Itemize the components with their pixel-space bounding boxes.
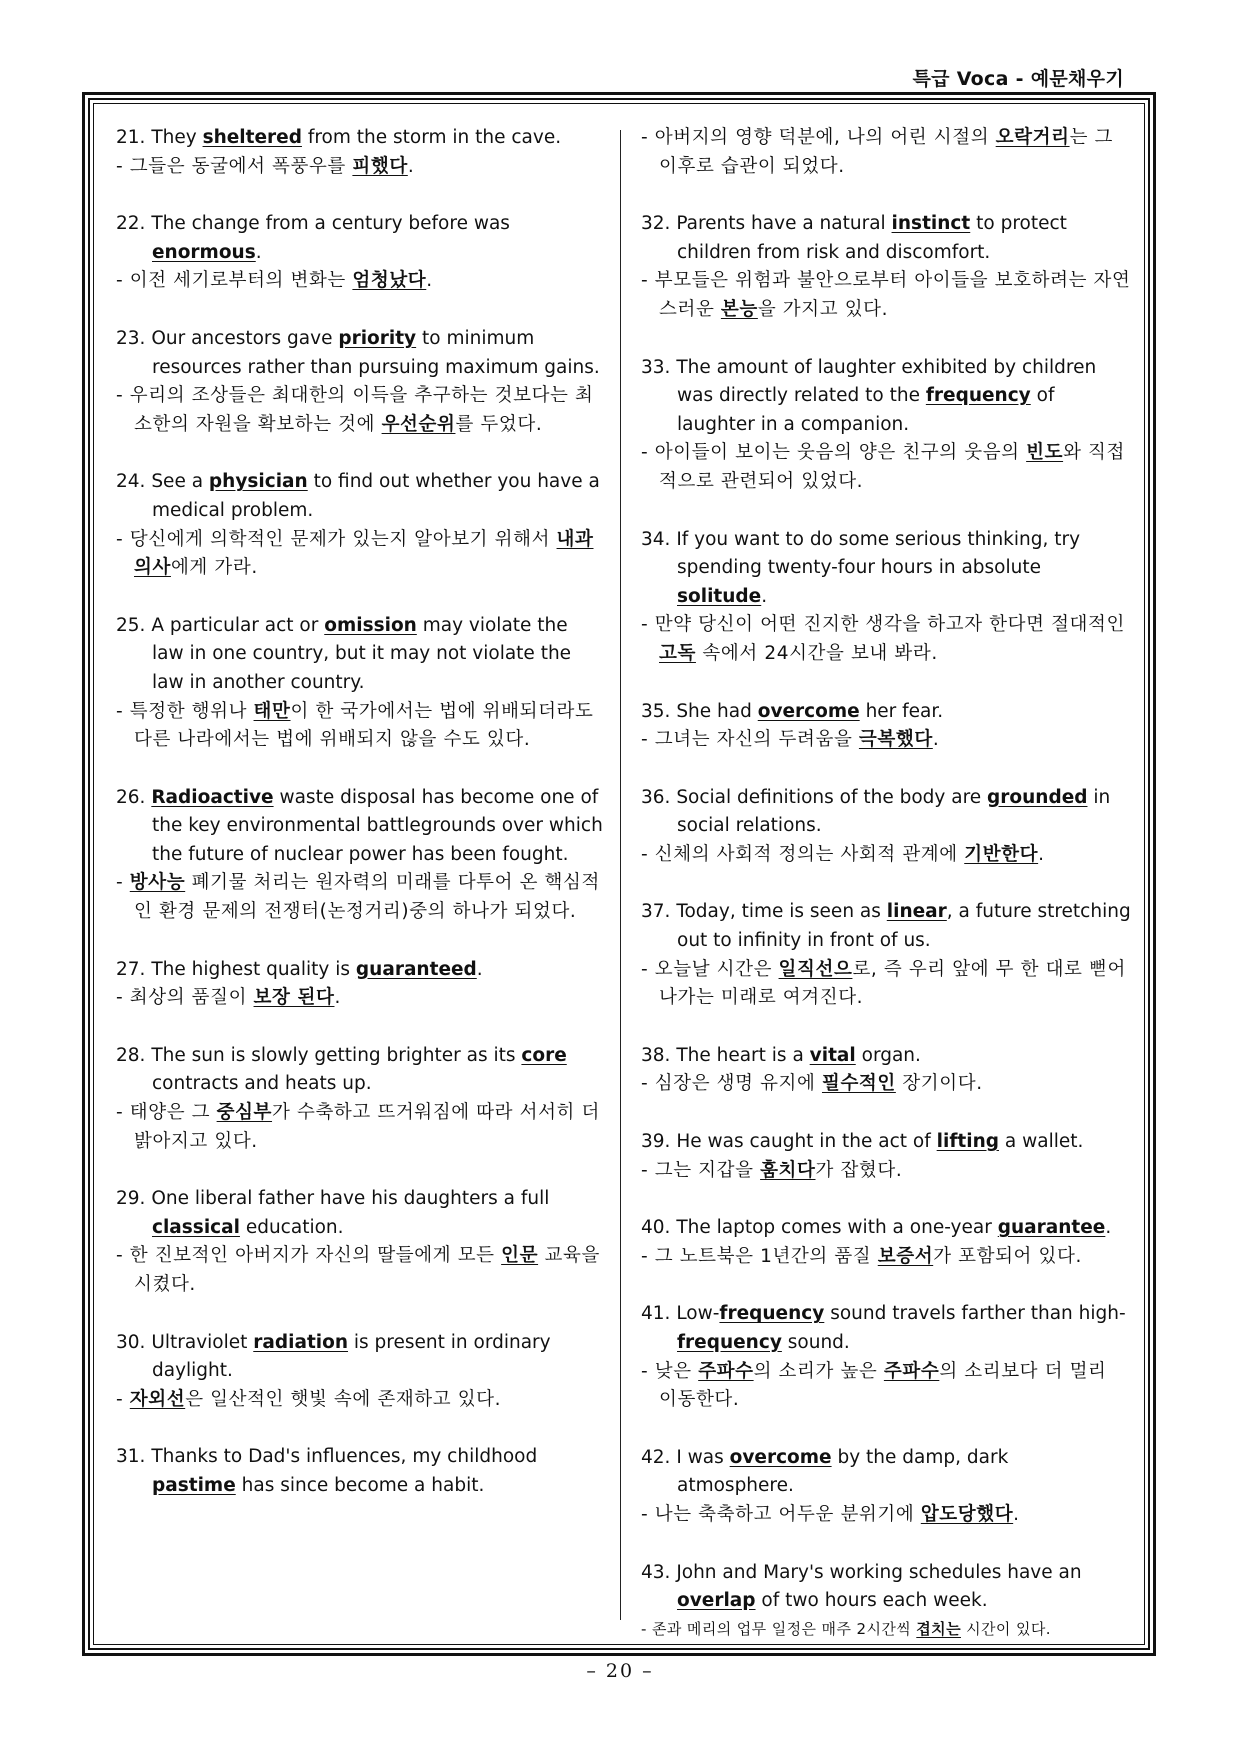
translation-text: . <box>932 729 940 751</box>
entry-number: 28. <box>116 1044 146 1066</box>
entry-number: 21. <box>116 127 146 148</box>
translation-text: - 이전 세기로부터의 변화는 <box>116 270 353 292</box>
entry-number: 33. <box>641 356 671 378</box>
english-sentence <box>641 898 1131 955</box>
translation-text: . <box>1013 1503 1020 1525</box>
keyword-translation: 우선순위 <box>381 413 456 435</box>
translation-text: . <box>1038 843 1045 865</box>
english-sentence <box>641 698 1131 727</box>
sentence-text: to minimum resources rather than pursuing maximum gains. <box>152 327 600 378</box>
keyword-translation: 주파수 <box>883 1360 940 1382</box>
translation-text: - 당신에게 의학적인 문제가 있는지 알아보기 위해서 <box>116 528 557 550</box>
english-sentence <box>116 1329 604 1386</box>
sentence-text: . <box>761 585 768 607</box>
vocab-entry <box>116 612 604 755</box>
keyword: core <box>521 1044 567 1066</box>
keyword: omission <box>324 614 417 636</box>
korean-translation <box>116 1099 604 1156</box>
keyword: sheltered <box>202 127 302 148</box>
entry-number: 42. <box>641 1446 671 1468</box>
vocab-entry <box>116 1443 604 1500</box>
translation-text: - 그들은 동굴에서 폭풍우를 <box>116 155 353 177</box>
translation-text: 는 그 이후로 습관이 되었다. <box>659 127 1113 177</box>
korean-translation <box>641 1501 1131 1530</box>
keyword-translation: 고독 <box>659 642 696 664</box>
vocab-entry <box>116 325 604 439</box>
translation-text: - 존과 메리의 업무 일정은 매주 2시간씩 <box>641 1619 917 1638</box>
translation-text: 시간이 있다. <box>960 1619 1051 1638</box>
keyword-translation: 엄청났다 <box>352 270 427 292</box>
korean-translation <box>116 526 604 583</box>
vocab-entry <box>641 1042 1131 1099</box>
keyword: vital <box>809 1044 856 1066</box>
sentence-text: contracts and heats up. <box>152 1073 372 1095</box>
keyword: overcome <box>757 700 860 722</box>
keyword-translation: 압도당했다 <box>920 1503 1014 1525</box>
english-sentence <box>116 210 604 267</box>
keyword: pastime <box>152 1474 236 1496</box>
translation-text: 와 직접적으로 관련되어 있었다. <box>659 442 1125 492</box>
vocab-entry <box>641 1214 1131 1271</box>
korean-translation <box>116 382 604 439</box>
translation-text: 의 소리가 높은 <box>753 1360 884 1382</box>
column-divider <box>620 130 621 1620</box>
korean-translation <box>116 698 604 755</box>
translation-text: 속에서 24시간을 보내 봐라. <box>695 642 938 664</box>
translation-text: 의 소리보다 더 멀리 이동한다. <box>659 1360 1107 1411</box>
keyword: frequency <box>719 1303 825 1325</box>
korean-translation <box>116 267 604 296</box>
keyword-translation: 보증서 <box>877 1245 934 1267</box>
keyword-translation: 오락거리 <box>995 127 1070 148</box>
vocab-entry <box>641 698 1131 755</box>
keyword: frequency <box>925 385 1031 407</box>
translation-text: - 태양은 그 <box>116 1102 217 1124</box>
entry-number: 38. <box>641 1044 671 1066</box>
keyword: linear <box>886 901 947 923</box>
vocab-entry <box>641 1300 1131 1414</box>
sentence-text: of laughter in a companion. <box>677 385 1055 435</box>
english-sentence <box>641 1214 1131 1243</box>
entry-number: 31. <box>116 1446 146 1468</box>
translation-text: - <box>116 872 130 894</box>
sentence-text: waste disposal has become one of the key environmental battlegrounds over which the future of nuclear power has been fought. <box>152 786 603 865</box>
keyword-translation: 내과 의사 <box>134 528 594 579</box>
entry-number: 35. <box>641 700 671 722</box>
sentence-text: If you want to do some serious thinking, try spending twenty-four hours in absolute <box>676 528 1081 579</box>
vocab-entry <box>116 1185 604 1299</box>
translation-text: 은 일산적인 햇빛 속에 존재하고 있다. <box>185 1388 502 1410</box>
korean-translation <box>641 956 1131 1013</box>
translation-text: 가 포함되어 있다. <box>933 1245 1082 1267</box>
korean-translation <box>641 841 1131 870</box>
translation-text: . <box>334 987 341 1009</box>
sentence-text: Social definitions of the body are <box>676 786 988 808</box>
vocab-entry <box>116 468 604 582</box>
keyword: solitude <box>677 585 762 607</box>
vocab-entry <box>641 898 1131 1012</box>
korean-translation <box>641 1616 1131 1642</box>
vocab-entry <box>641 354 1131 497</box>
translation-text: 를 두었다. <box>455 413 543 435</box>
english-sentence <box>116 1185 604 1242</box>
translation-text: 장기이다. <box>895 1073 983 1095</box>
sentence-text: organ. <box>855 1044 921 1066</box>
english-sentence <box>116 612 604 698</box>
keyword-translation: 피했다 <box>352 155 408 177</box>
keyword: overlap <box>677 1590 756 1612</box>
korean-translation <box>641 726 1131 755</box>
vocab-entry <box>641 210 1131 324</box>
keyword-translation: 필수적인 <box>821 1073 896 1095</box>
translation-text: - 그녀는 자신의 두려움을 <box>641 729 859 751</box>
keyword-translation: 훔치다 <box>760 1159 816 1181</box>
korean-translation <box>116 153 604 182</box>
entry-number: 39. <box>641 1131 671 1153</box>
keyword-translation: 극복했다 <box>858 729 933 751</box>
keyword: overcome <box>729 1446 832 1468</box>
sentence-text: a wallet. <box>999 1131 1084 1153</box>
sentence-text: I was <box>676 1446 730 1468</box>
page-header-title: 특급 Voca - 예문채우기 <box>912 68 1124 90</box>
keyword-translation: 일직선으 <box>778 958 853 980</box>
entry-number: 22. <box>116 213 146 235</box>
sentence-text: . <box>476 958 483 980</box>
entry-number: 41. <box>641 1303 671 1325</box>
entry-number: 36. <box>641 786 671 808</box>
translation-text: 을 가지고 있다. <box>757 298 889 320</box>
keyword-translation: 빈도 <box>1026 442 1064 464</box>
sentence-text: The laptop comes with a one-year <box>676 1217 998 1239</box>
vocab-entry <box>116 124 604 181</box>
left-column <box>116 124 604 1530</box>
keyword-translation: 겹치는 <box>916 1619 961 1638</box>
translation-text: - 심장은 생명 유지에 <box>641 1073 822 1095</box>
keyword-translation: 보장 된다 <box>253 987 335 1009</box>
english-sentence <box>641 1128 1131 1157</box>
korean-translation <box>641 1070 1131 1099</box>
korean-translation <box>641 1157 1131 1186</box>
entry-number: 29. <box>116 1188 146 1210</box>
sentence-text: Our ancestors gave <box>151 327 339 349</box>
vocab-entry <box>116 784 604 927</box>
translation-text: 가 잡혔다. <box>815 1159 903 1181</box>
keyword: radiation <box>253 1331 349 1353</box>
sentence-text: The sun is slowly getting brighter as its <box>151 1044 522 1066</box>
entry-number: 43. <box>641 1561 671 1583</box>
translation-text: - 나는 축축하고 어두운 분위기에 <box>641 1503 921 1525</box>
translation-text: - 특정한 행위나 <box>116 700 254 722</box>
keyword-translation: 인문 <box>501 1245 539 1267</box>
sentence-text: Parents have a natural <box>676 213 892 235</box>
sentence-text: They <box>151 127 203 148</box>
sentence-text: John and Mary's working schedules have an <box>676 1561 1082 1583</box>
korean-translation <box>641 611 1131 668</box>
translation-text: - 오늘날 시간은 <box>641 958 779 980</box>
keyword-translation: 방사능 <box>129 872 186 894</box>
sentence-text: . <box>255 241 262 263</box>
english-sentence <box>641 1042 1131 1071</box>
entry-number: 24. <box>116 471 146 493</box>
keyword: frequency <box>677 1332 782 1353</box>
keyword-translation: 기반한다 <box>964 843 1039 865</box>
sentence-text: has since become a habit. <box>235 1474 485 1496</box>
entry-number: 25. <box>116 614 146 636</box>
english-sentence <box>116 1042 604 1099</box>
page-number: – 20 – <box>586 1660 654 1682</box>
sentence-text: education. <box>239 1216 344 1238</box>
english-sentence <box>641 210 1131 267</box>
keyword-translation: 자외선 <box>129 1388 186 1410</box>
sentence-text: may violate the law in one country, but it may not violate the law in another country. <box>152 614 572 693</box>
keyword-translation: 본능 <box>720 298 758 320</box>
english-sentence <box>116 124 604 153</box>
sentence-text: to protect children from risk and discomfort. <box>677 213 1067 263</box>
vocab-entry <box>116 956 604 1013</box>
keyword: guaranteed <box>355 958 477 980</box>
keyword: guarantee <box>997 1217 1106 1239</box>
sentence-text: her fear. <box>859 700 944 722</box>
english-sentence <box>116 325 604 382</box>
translation-text: - 낮은 <box>641 1360 699 1382</box>
translation-text: 로, 즉 우리 앞에 무 한 대로 뻗어 나가는 미래로 여겨진다. <box>659 958 1126 1009</box>
sentence-text: The heart is a <box>676 1044 810 1066</box>
vocab-entry <box>641 1128 1131 1185</box>
keyword: enormous <box>152 241 256 263</box>
vocab-entry <box>641 784 1131 870</box>
korean-translation <box>641 267 1131 324</box>
translation-text: - 그 노트북은 1년간의 품질 <box>641 1245 878 1267</box>
sentence-text: She had <box>676 700 758 722</box>
entry-number: 37. <box>641 901 671 923</box>
translation-text: - 부모들은 위험과 불안으로부터 아이들을 보호하려는 자연스러운 <box>641 270 1131 320</box>
korean-translation <box>116 984 604 1013</box>
translation-text: 폐기물 처리는 원자력의 미래를 다투어 온 핵심적인 환경 문제의 전쟁터(논정거리)중의 하나가 되었다. <box>134 872 600 923</box>
sentence-text: Today, time is seen as <box>676 901 887 923</box>
entry-number: 27. <box>116 958 146 980</box>
korean-translation <box>641 1358 1131 1415</box>
translation-text: - 아이들이 보이는 웃음의 양은 친구의 웃음의 <box>641 442 1027 464</box>
sentence-text: , a future stretching out to infinity in front of us. <box>677 901 1131 952</box>
sentence-text: . <box>1105 1217 1112 1239</box>
sentence-text: is present in ordinary daylight. <box>152 1331 551 1382</box>
sentence-text: He was caught in the act of <box>676 1131 937 1153</box>
entry-number: 26. <box>116 786 146 808</box>
keyword: grounded <box>987 786 1088 808</box>
translation-text: - 신체의 사회적 정의는 사회적 관계에 <box>641 843 965 865</box>
sentence-text: See a <box>151 471 209 493</box>
sentence-text: sound. <box>781 1332 850 1353</box>
korean-translation <box>116 1386 604 1415</box>
sentence-text: of two hours each week. <box>755 1590 988 1612</box>
translation-text: - 만약 당신이 어떤 진지한 생각을 하고자 한다면 절대적인 <box>641 614 1125 636</box>
vocab-entry <box>116 1042 604 1156</box>
english-sentence <box>116 956 604 985</box>
translation-text: - 우리의 조상들은 최대한의 이득을 추구하는 것보다는 최소한의 자원을 확보하는 것에 <box>116 385 594 435</box>
korean-translation <box>641 1243 1131 1272</box>
english-sentence <box>641 784 1131 841</box>
translation-text: . <box>407 155 415 177</box>
english-sentence <box>116 1443 604 1500</box>
sentence-text: One liberal father have his daughters a full <box>151 1188 550 1210</box>
vocab-entry <box>641 526 1131 669</box>
entry-number: 30. <box>116 1331 146 1353</box>
sentence-text: The change from a century before was <box>151 213 510 235</box>
sentence-text: by the damp, dark atmosphere. <box>677 1446 1009 1497</box>
translation-text: 가 수축하고 뜨거워짐에 따라 서서히 더 밝아지고 있다. <box>134 1102 600 1152</box>
english-sentence <box>641 1300 1131 1357</box>
sentence-text: Low- <box>676 1303 720 1325</box>
korean-translation <box>641 124 1131 181</box>
right-column <box>641 124 1131 1671</box>
korean-translation <box>116 869 604 926</box>
english-sentence <box>641 354 1131 440</box>
translation-text: - 아버지의 영향 덕분에, 나의 어린 시절의 <box>641 127 996 148</box>
translation-text: - <box>116 1388 130 1410</box>
vocab-entry <box>641 124 1131 181</box>
english-sentence <box>641 1444 1131 1501</box>
translation-text: - 최상의 품질이 <box>116 987 254 1009</box>
keyword: instinct <box>891 213 971 235</box>
entry-number: 32. <box>641 213 671 235</box>
sentence-text: The highest quality is <box>151 958 356 980</box>
english-sentence <box>116 468 604 525</box>
keyword: priority <box>338 327 417 349</box>
sentence-text: from the storm in the cave. <box>301 127 562 148</box>
translation-text: . <box>426 270 433 292</box>
english-sentence <box>641 1559 1131 1616</box>
sentence-text: sound travels farther than high- <box>824 1303 1126 1325</box>
entry-number: 23. <box>116 327 146 349</box>
entry-number: 40. <box>641 1217 671 1239</box>
translation-text: 에게 가라. <box>170 557 258 579</box>
keyword-translation: 주파수 <box>698 1360 754 1382</box>
translation-text: - 한 진보적인 아버지가 자신의 딸들에게 모든 <box>116 1245 502 1267</box>
sentence-text: Thanks to Dad's influences, my childhood <box>151 1446 538 1468</box>
vocab-entry <box>116 1329 604 1415</box>
keyword: physician <box>208 471 308 493</box>
sentence-text: to find out whether you have a medical problem. <box>152 471 600 521</box>
translation-text: - 그는 지갑을 <box>641 1159 761 1181</box>
sentence-text: The amount of laughter exhibited by children was directly related to the <box>676 356 1097 407</box>
keyword: lifting <box>936 1131 999 1153</box>
keyword: classical <box>152 1216 240 1238</box>
korean-translation <box>641 439 1131 496</box>
vocab-entry <box>641 1444 1131 1530</box>
keyword-translation: 중심부 <box>216 1102 273 1124</box>
translation-text: 교육을 시켰다. <box>134 1245 600 1295</box>
sentence-text: A particular act or <box>151 614 325 636</box>
entry-number: 34. <box>641 528 671 550</box>
english-sentence <box>641 526 1131 612</box>
sentence-text: in social relations. <box>677 786 1111 837</box>
vocab-entry <box>116 210 604 296</box>
vocab-entry <box>641 1559 1131 1642</box>
keyword: Radioactive <box>151 786 274 808</box>
english-sentence <box>116 784 604 870</box>
korean-translation <box>116 1242 604 1299</box>
sentence-text: Ultraviolet <box>151 1331 254 1353</box>
keyword-translation: 태만 <box>253 700 291 722</box>
translation-text: 이 한 국가에서는 법에 위배되더라도 다른 나라에서는 법에 위배되지 않을 수도 있다. <box>134 700 594 751</box>
